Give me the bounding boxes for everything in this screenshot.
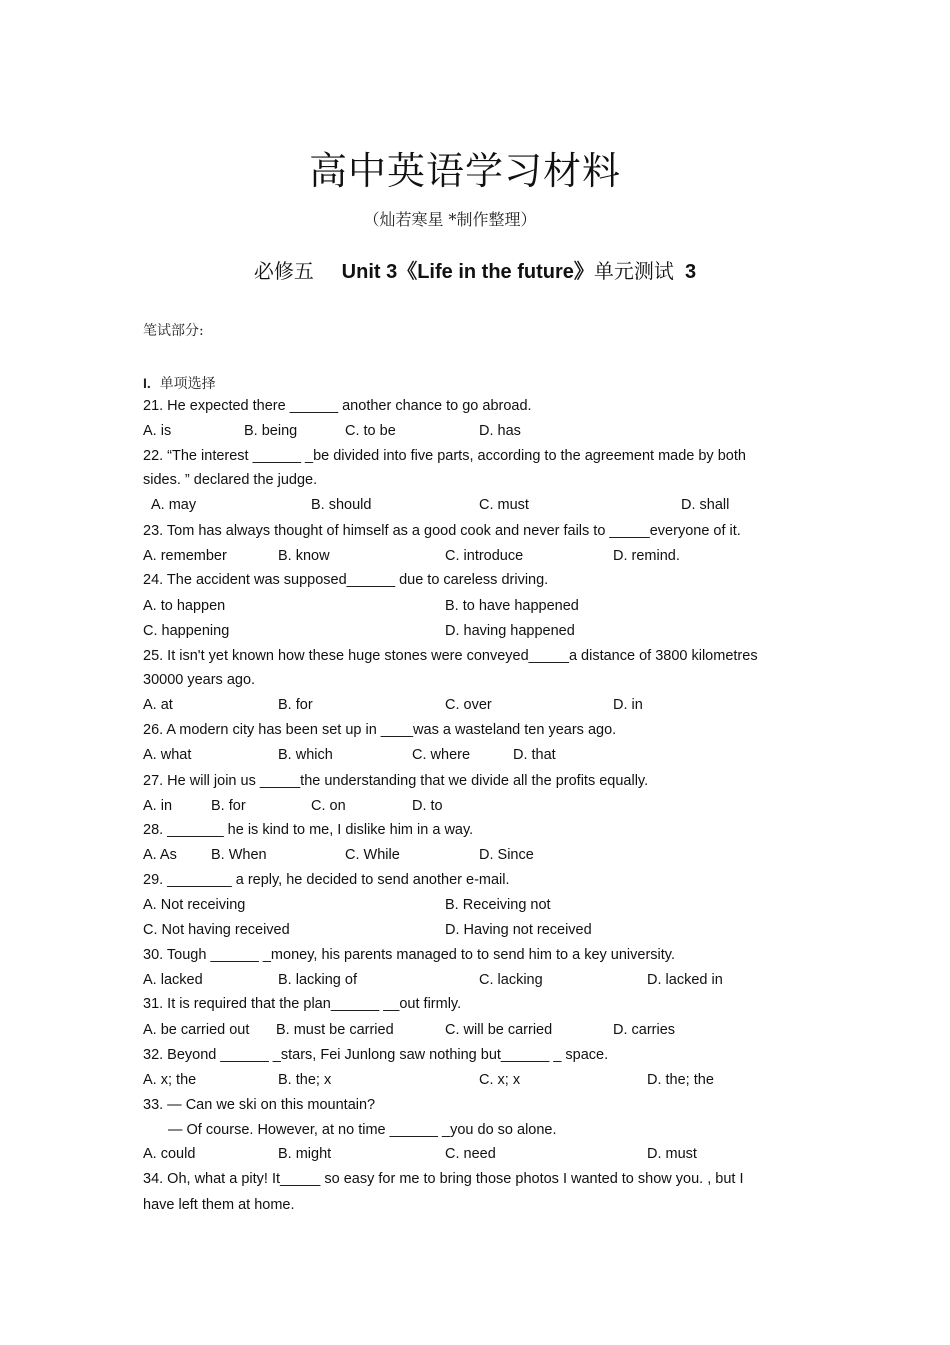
question-stem: 32. Beyond ______ _stars, Fei Junlong saw nothing but______ _ space.	[143, 1047, 609, 1063]
main-title: 高中英语学习材料	[308, 149, 621, 193]
question-stem: 26. A modern city has been set up in ____was a wasteland ten years ago.	[143, 722, 617, 738]
answer-option: A. what	[143, 747, 192, 763]
answer-option: A. x; the	[143, 1072, 197, 1088]
answer-option: A. is	[143, 423, 172, 439]
answer-option: C. x; x	[479, 1072, 521, 1088]
unit-title-number: 3	[685, 261, 697, 283]
answer-option: C. lacking	[479, 972, 543, 988]
part-title: 单项选择	[159, 376, 216, 392]
answer-option: C. to be	[345, 423, 396, 439]
answer-option: A. in	[143, 798, 173, 814]
unit-title-english: Unit 3《Life in the future》	[341, 261, 594, 283]
answer-option: D. Having not received	[445, 922, 592, 938]
answer-option: D. remind.	[613, 548, 680, 564]
answer-option: B. might	[278, 1146, 332, 1162]
answer-option: A. at	[143, 697, 173, 713]
question-stem: 27. He will join us _____the understanding that we divide all the profits equally.	[143, 773, 649, 789]
part-number: I.	[143, 375, 151, 391]
question-stem: 30000 years ago.	[143, 672, 256, 688]
unit-title-prefix: 必修五	[253, 259, 314, 283]
answer-option: A. be carried out	[143, 1022, 250, 1038]
answer-option: B. to have happened	[445, 598, 579, 614]
unit-title	[0, 255, 950, 284]
answer-option: C. will be carried	[445, 1022, 553, 1038]
answer-option: D. in	[613, 697, 643, 713]
answer-option: D. carries	[613, 1022, 676, 1038]
question-stem: — Of course. However, at no time ______ _you do so alone.	[168, 1122, 557, 1138]
question-stem: 29. ________ a reply, he decided to send another e-mail.	[143, 872, 510, 888]
answer-option: B. should	[311, 497, 372, 513]
answer-option: B. know	[278, 548, 330, 564]
answer-option: B. being	[244, 423, 298, 439]
answer-option: D. has	[479, 423, 521, 439]
question-stem: 31. It is required that the plan______ __out firmly.	[143, 996, 462, 1012]
question-stem: 23. Tom has always thought of himself as a good cook and never fails to _____everyone of it.	[143, 523, 741, 539]
subtitle: （灿若寒星 *制作整理）	[363, 210, 537, 229]
answer-option: B. When	[211, 847, 267, 863]
answer-option: A. may	[151, 497, 197, 513]
answer-option: D. must	[647, 1146, 697, 1162]
answer-option: D. lacked in	[647, 972, 723, 988]
question-stem: 33. — Can we ski on this mountain?	[143, 1097, 376, 1113]
question-stem: 34. Oh, what a pity! It_____ so easy for me to bring those photos I wanted to show you. , but I	[143, 1171, 744, 1187]
written-part-label: 笔试部分:	[143, 323, 204, 339]
answer-option: A. As	[143, 847, 177, 863]
unit-title-suffix: 单元测试	[593, 259, 674, 283]
answer-option: D. shall	[681, 497, 730, 513]
question-stem: 30. Tough ______ _money, his parents managed to to send him to a key university.	[143, 947, 675, 963]
question-stem: 24. The accident was supposed______ due to careless driving.	[143, 572, 549, 588]
question-stem: have left them at home.	[143, 1197, 295, 1213]
answer-option: C. where	[412, 747, 471, 763]
answer-option: D. that	[513, 747, 556, 763]
answer-option: B. Receiving not	[445, 897, 551, 913]
answer-option: D. Since	[479, 847, 534, 863]
answer-option: A. could	[143, 1146, 196, 1162]
question-stem: 25. It isn't yet known how these huge stones were conveyed_____a distance of 3800 kilometres	[143, 648, 758, 664]
answer-option: C. introduce	[445, 548, 524, 564]
answer-option: D. the; the	[647, 1072, 714, 1088]
answer-option: A. lacked	[143, 972, 203, 988]
answer-option: D. to	[412, 798, 443, 814]
answer-option: B. lacking of	[278, 972, 357, 988]
answer-option: B. the; x	[278, 1072, 332, 1088]
answer-option: C. over	[445, 697, 492, 713]
answer-option: B. for	[278, 697, 313, 713]
question-stem: sides. ” declared the judge.	[143, 472, 318, 488]
answer-option: B. for	[211, 798, 246, 814]
answer-option: A. to happen	[143, 598, 226, 614]
answer-option: C. While	[345, 847, 400, 863]
answer-option: B. which	[278, 747, 333, 763]
answer-option: B. must be carried	[276, 1022, 394, 1038]
answer-option: A. Not receiving	[143, 897, 246, 913]
question-stem: 21. He expected there ______ another chance to go abroad.	[143, 398, 532, 414]
answer-option: A. remember	[143, 548, 227, 564]
part-heading	[143, 373, 216, 393]
question-stem: 28. _______ he is kind to me, I dislike him in a way.	[143, 822, 474, 838]
answer-option: C. must	[479, 497, 529, 513]
answer-option: D. having happened	[445, 623, 575, 639]
answer-option: C. on	[311, 798, 346, 814]
answer-option: C. Not having received	[143, 922, 290, 938]
answer-option: C. happening	[143, 623, 230, 639]
question-stem: 22. “The interest ______ _be divided into five parts, according to the agreement made by both	[143, 448, 746, 464]
answer-option: C. need	[445, 1146, 496, 1162]
